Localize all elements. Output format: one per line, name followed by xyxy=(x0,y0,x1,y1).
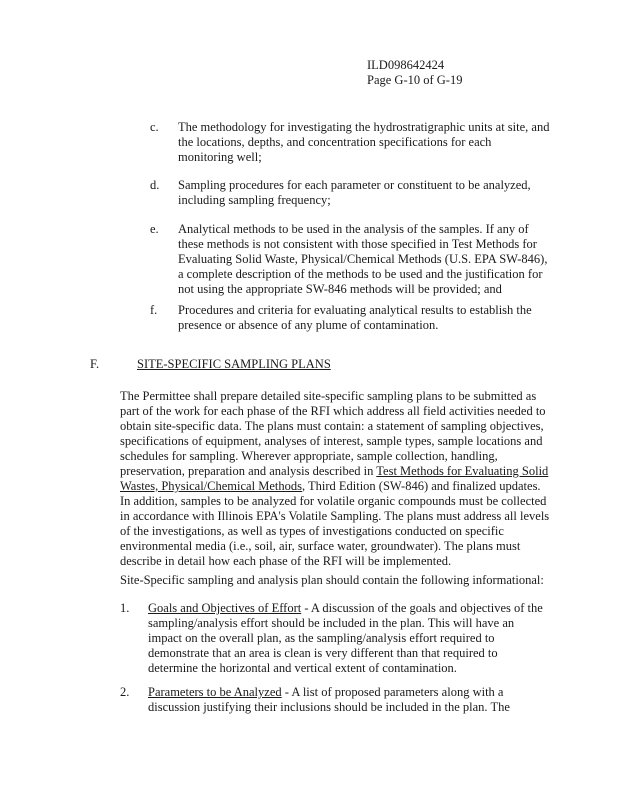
numbered-label-2: 2. xyxy=(120,685,130,699)
list-item-f: Procedures and criteria for evaluating analytical results to establish the presence or absence of any plume of contamination. xyxy=(178,303,532,332)
section-title: SITE-SPECIFIC SAMPLING PLANS xyxy=(137,357,331,371)
numbered-item-1 xyxy=(148,601,550,676)
numbered-item-2 xyxy=(148,685,550,715)
section-letter: F. xyxy=(90,357,100,371)
list-item-c: The methodology for investigating the hydrostratigraphic units at site, and the locations, depths, and concentration specifications for each monitoring well; xyxy=(178,120,550,164)
body-text-1: The Permittee shall prepare detailed site-specific sampling plans to be submitted as part of the work for each phase of the RFI which address all field activities needed to obtain site-specific data. The plans must contain: a statement of sampling objectives, specifications of equipment, analyses of interest, sample types, sample locations and schedules for sampling. Wherever appropriate, sample collection, handling, preservation, preparation and analysis described in xyxy=(120,389,546,478)
document-id: ILD098642424 xyxy=(367,58,445,72)
list-label-f: f. xyxy=(150,303,158,317)
numbered-text-1: - A discussion of the goals and objectives of the sampling/analysis effort should be included in the plan. This will have an impact on the overall plan, as the sampling/analysis effort required to demonstrate that an area is clean is very different than that required to determine the horizontal and vertical extent of contamination. xyxy=(148,601,543,675)
numbered-label-1: 1. xyxy=(120,601,130,615)
list-label-c: c. xyxy=(150,120,159,134)
list-item-d: Sampling procedures for each parameter or constituent to be analyzed, including sampling frequency; xyxy=(178,178,531,207)
body-paragraph xyxy=(120,389,550,569)
page-header xyxy=(367,58,462,88)
numbered-text-2: - A list of proposed parameters along with a discussion justifying their inclusions should be included in the plan. The xyxy=(148,685,510,714)
list-item-e: Analytical methods to be used in the analysis of the samples. If any of these methods is not consistent with those specified in Test Methods for Evaluating Solid Waste, Physical/Chemical Methods (U.S. EPA SW-846), a complete description of the methods to be used and the justification for not using the appropriate SW-846 methods will be provided; and xyxy=(178,222,548,296)
numbered-title-2: Parameters to be Analyzed xyxy=(148,685,282,699)
numbered-title-1: Goals and Objectives of Effort xyxy=(148,601,302,615)
body-text-2: , Third Edition (SW-846) and finalized updates. In addition, samples to be analyzed for volatile organic compounds must be collected in accordance with Illinois EPA's Volatile Sampling. The plans must address all levels of the investigations, as well as types of investigations conducted on specific environmental media (i.e., soil, air, surface water, groundwater). The plans must describe in detail how each phase of the RFI will be implemented. xyxy=(120,479,550,568)
reference-title: Test Methods for Evaluating Solid Wastes, Physical/Chemical Methods xyxy=(120,464,549,493)
list-label-e: e. xyxy=(150,222,159,236)
list-label-d: d. xyxy=(150,178,160,192)
intro-line: Site-Specific sampling and analysis plan should contain the following informational: xyxy=(120,573,544,587)
page-number: Page G-10 of G-19 xyxy=(367,73,463,87)
